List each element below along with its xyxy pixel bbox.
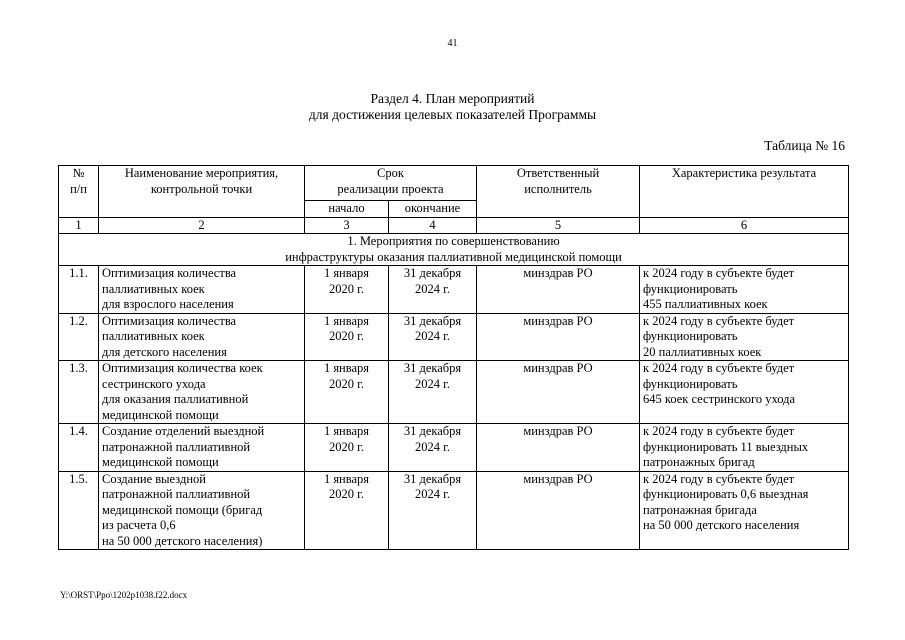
header-name: Наименование мероприятия, контрольной точки [99, 166, 305, 218]
column-number: 5 [477, 217, 640, 234]
section-row [59, 234, 849, 266]
result-description: к 2024 году в субъекте будет функционировать 11 выездных патронажных бригад [640, 424, 849, 472]
result-description: к 2024 году в субъекте будет функционировать 645 коек сестринского ухода [640, 361, 849, 424]
result-description: к 2024 году в субъекте будет функционировать 455 паллиативных коек [640, 266, 849, 314]
row-number: 1.5. [59, 471, 99, 550]
header-num: № п/п [59, 166, 99, 218]
section-heading: 1. Мероприятия по совершенствованию инфраструктуры оказания паллиативной медицинской помощи [59, 234, 849, 266]
column-number: 2 [99, 217, 305, 234]
column-number: 1 [59, 217, 99, 234]
file-path: Y:\ORST\Ppo\1202p1038.f22.docx [60, 590, 188, 600]
column-number: 3 [305, 217, 389, 234]
row-number: 1.2. [59, 313, 99, 361]
column-number: 4 [389, 217, 477, 234]
table-row [59, 313, 849, 361]
page-number: 41 [447, 38, 458, 49]
table-row [59, 266, 849, 314]
activity-name: Создание отделений выездной патронажной паллиативной медицинской помощи [99, 424, 305, 472]
result-description: к 2024 году в субъекте будет функционировать 20 паллиативных коек [640, 313, 849, 361]
end-date: 31 декабря 2024 г. [389, 266, 477, 314]
start-date: 1 января 2020 г. [305, 471, 389, 550]
table-row [59, 471, 849, 550]
header-result: Характеристика результата [640, 166, 849, 218]
start-date: 1 января 2020 г. [305, 313, 389, 361]
end-date: 31 декабря 2024 г. [389, 361, 477, 424]
table-row [59, 424, 849, 472]
row-number: 1.3. [59, 361, 99, 424]
table-row [59, 361, 849, 424]
header-term: Срок реализации проекта [305, 166, 477, 201]
header-responsible: Ответственный исполнитель [477, 166, 640, 218]
header-start: начало [305, 201, 389, 218]
header-row [59, 166, 849, 201]
section-title-line1: Раздел 4. План мероприятий [370, 91, 535, 106]
section-title [0, 91, 905, 123]
activity-name: Оптимизация количества паллиативных коек для взрослого населения [99, 266, 305, 314]
row-number: 1.4. [59, 424, 99, 472]
activity-name: Оптимизация количества коек сестринского ухода для оказания паллиативной медицинской помощи [99, 361, 305, 424]
end-date: 31 декабря 2024 г. [389, 313, 477, 361]
end-date: 31 декабря 2024 г. [389, 424, 477, 472]
column-numbers-row [59, 217, 849, 234]
column-number: 6 [640, 217, 849, 234]
start-date: 1 января 2020 г. [305, 266, 389, 314]
start-date: 1 января 2020 г. [305, 424, 389, 472]
header-end: окончание [389, 201, 477, 218]
plan-table [58, 165, 849, 550]
result-description: к 2024 году в субъекте будет функционировать 0,6 выездная патронажная бригада на 50 000 детского населения [640, 471, 849, 550]
activity-name: Оптимизация количества паллиативных коек для детского населения [99, 313, 305, 361]
responsible-executor: минздрав РО [477, 266, 640, 314]
table-number: Таблица № 16 [764, 138, 845, 153]
section-title-line2: для достижения целевых показателей Программы [308, 107, 597, 122]
responsible-executor: минздрав РО [477, 361, 640, 424]
responsible-executor: минздрав РО [477, 313, 640, 361]
end-date: 31 декабря 2024 г. [389, 471, 477, 550]
activity-name: Создание выездной патронажной паллиативной медицинской помощи (бригад из расчета 0,6 на 50 000 детского населения) [99, 471, 305, 550]
row-number: 1.1. [59, 266, 99, 314]
responsible-executor: минздрав РО [477, 424, 640, 472]
start-date: 1 января 2020 г. [305, 361, 389, 424]
responsible-executor: минздрав РО [477, 471, 640, 550]
